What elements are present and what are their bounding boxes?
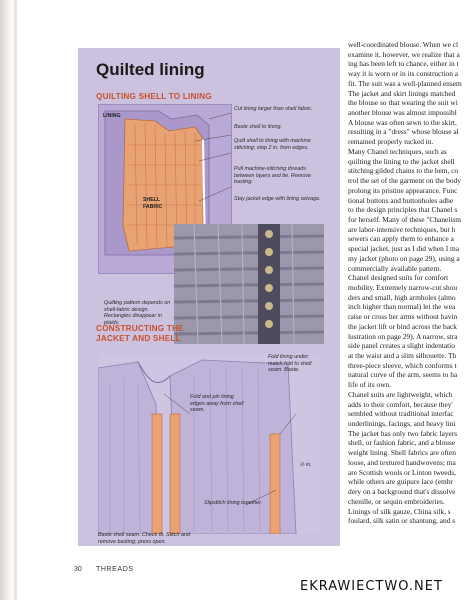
- callout-slipstitch: Slipstitch lining together.: [204, 500, 263, 506]
- body-line: tional buttons and buttonholes adhe: [348, 195, 454, 205]
- body-line: fit. The suit was a well-planned ensem: [348, 78, 462, 88]
- shell-label: SHELL: [143, 197, 161, 203]
- body-line: the blouse so that wearing the suit wi: [348, 98, 458, 108]
- body-line: three-piece sleeve, which conforms t: [348, 360, 457, 370]
- body-line: underlinings, facings, and heavy lini: [348, 419, 456, 429]
- body-line: while others are guipure lace (embr: [348, 477, 453, 487]
- body-line: Many Chanel techniques, such as: [348, 146, 447, 156]
- body-line: stitching gilded chains to the hem, co: [348, 166, 459, 176]
- page-gutter-shadow: [0, 0, 14, 600]
- body-line: natural curve of the arm, seems to ha: [348, 370, 458, 380]
- body-line: inch higher than normal) let the wea: [348, 302, 456, 312]
- callout-quilt-shell: Quilt shell to lining with machine stitching; stop 2 in. from edges.: [234, 138, 311, 151]
- section-heading-quilting: QUILTING SHELL TO LINING: [96, 92, 212, 101]
- page-number: 30: [74, 566, 82, 573]
- body-line: trol the set of the garment on the body: [348, 176, 461, 186]
- body-line: lustration on page 29). A narrow, stra: [348, 331, 458, 341]
- body-line: the jacket lift or bind across the back: [348, 321, 457, 331]
- body-line: raise or cross her arms without havin: [348, 312, 458, 322]
- jacket-photo: [174, 224, 324, 344]
- body-line: life of its own.: [348, 380, 392, 390]
- callout-half-inch: ½ in.: [300, 462, 312, 468]
- body-line: loose, and textured handwovens; ma: [348, 457, 456, 467]
- body-line: The jacket and skirt linings matched: [348, 88, 456, 98]
- body-line: weight lining. Shell fabrics are often: [348, 448, 456, 458]
- body-line: ing has been left to chance, either in t: [348, 59, 459, 69]
- callout-fold-pin: Fold and pin lining edges away from shell seam.: [190, 394, 244, 414]
- body-line: remained properly tucked in.: [348, 137, 434, 147]
- page-gutter-line: [14, 0, 17, 600]
- body-line: ders and small, high armholes (almo: [348, 292, 456, 302]
- fabric-label: FABRIC: [143, 204, 163, 210]
- constructing-caption: Baste shell seam. Check fit. Stitch and remove basting; press open.: [98, 532, 190, 545]
- jacket-photo-image: [174, 224, 324, 344]
- body-line: sembled without traditional interfac: [348, 409, 454, 419]
- body-line: chenille, or sequin embroideries.: [348, 496, 445, 506]
- body-line: well-coordinated blouse. When we cl: [348, 40, 459, 49]
- lining-label: LINING: [103, 113, 121, 119]
- body-line: are Scottish wools or Linton tweeds,: [348, 467, 456, 477]
- constructing-illustration: [98, 354, 320, 534]
- section-heading-constructing-1: CONSTRUCTING THE: [96, 324, 184, 333]
- body-line: The jacket has only two fabric layers: [348, 428, 458, 438]
- callout-cut-lining: Cut lining larger than shell fabric.: [234, 106, 313, 112]
- body-line: for herself. Many of these "Chanelism: [348, 214, 462, 224]
- body-line: foulard, silk satin or shantung, and s: [348, 516, 456, 526]
- body-line: special jacket, just as I did when I ma: [348, 244, 460, 254]
- callout-fold-lining: Fold lining under; match fold to shell seam. Baste.: [268, 354, 312, 374]
- callout-baste-shell: Baste shell to lining.: [234, 124, 282, 130]
- body-line: examine it, however, we realize that a: [348, 49, 460, 59]
- body-line: Linings of silk gauze, China silk, s: [348, 506, 451, 516]
- jacket-back-illustration: [98, 354, 320, 534]
- sidebar-title: Quilted lining: [96, 60, 205, 79]
- quilted-lining-sidebar: [78, 48, 340, 546]
- body-line: Chanel suits are lightweight, which: [348, 389, 453, 399]
- body-line: quilting the lining to the jacket shell: [348, 156, 455, 166]
- callout-pull-threads: Pull machine-stitching threads between layers and tie. Remove basting.: [234, 166, 312, 186]
- body-line: sewers can apply them to enhance a: [348, 234, 454, 244]
- body-line: another blouse was almost impossibl: [348, 108, 457, 118]
- body-line: adds to their comfort, because they': [348, 399, 453, 409]
- body-line: resulting in a "dress" whose blouse al: [348, 127, 459, 137]
- body-line: prolong its pristine appearance. Func: [348, 185, 458, 195]
- body-line: Chanel designed suits for comfort: [348, 273, 449, 283]
- quilting-caption: Quilting pattern depends on shell-fabric design. Rectangles disappear in plaids.: [104, 300, 171, 326]
- callout-stay-edge: Stay jacket edge with lining selvage.: [234, 196, 321, 202]
- body-line: commercially available pattern.: [348, 263, 442, 273]
- body-line: dery on a background that's dissolve: [348, 487, 456, 497]
- body-line: my jacket (photo on page 29), using a: [348, 253, 460, 263]
- body-line: mobility. Extremely narrow-cut shou: [348, 282, 458, 292]
- magazine-name: THREADS: [96, 566, 134, 573]
- body-line: way it is worn or in its construction a: [348, 69, 459, 79]
- watermark-text: EKRAWIECTWO.NET: [300, 579, 443, 594]
- body-line: shell, or fashion fabric, and a blouse: [348, 438, 456, 448]
- section-heading-constructing-2: JACKET AND SHELL: [96, 334, 181, 343]
- body-line: side panel creates a slight indentatio: [348, 341, 455, 351]
- body-line: are labor-intensive techniques, but h: [348, 224, 456, 234]
- body-line: to the design principles that Chanel s: [348, 205, 458, 215]
- article-body-column: [348, 40, 475, 526]
- body-line: A blouse was often sewn to the skirt,: [348, 117, 457, 127]
- body-line: at the waist and a slim silhouette. Th: [348, 351, 457, 360]
